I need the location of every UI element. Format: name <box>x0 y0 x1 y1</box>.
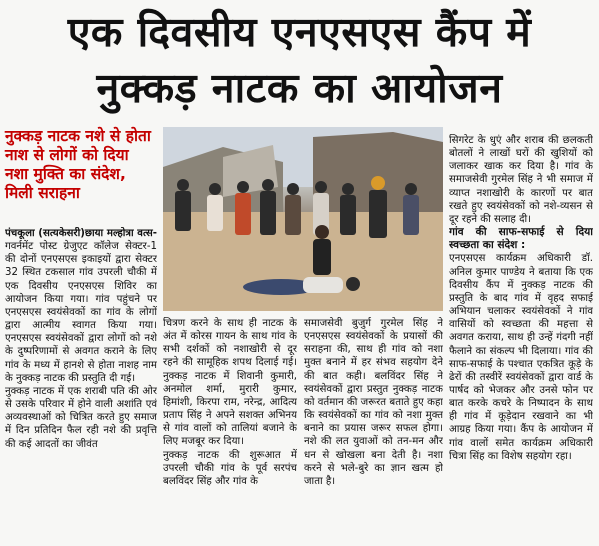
dateline: पंचकूला (सत्यकेसरी)छाया मल्होत्रा वत्स- <box>5 228 157 239</box>
column-2-paragraph-1: चित्रण करने के साथ ही नाटक के अंत में कोरस गायन के साथ गांव के सभी दर्शकों को नशाखोरी से दूर रहने की सामूहिक शपथ दिलाई गई। नुक्कड़ नाटक में शिवानी कुमारी, अनमोल शर्मा, मुरारी कुमार, हिमांशी, किरपा राम, नरेन्द्र, आदित्य प्रताप सिंह ने अपने सशक्त अभिनय से गांव वालों को तालियां बजाने के लिए मजबूर कर दिया। <box>163 318 297 448</box>
headline-line-2: नुक्कड़ नाटक का आयोजन <box>96 64 503 112</box>
section-title: गांव की साफ-सफाई से दिया स्वच्छता का संदेश : <box>449 226 593 252</box>
subheading: नुक्कड़ नाटक नशे से होता नाश से लोगों को दिया नशा मुक्ति का संदेश, मिली सराहना <box>5 127 151 202</box>
article-column-1 <box>5 227 157 542</box>
headline-line-1: एक दिवसीय एनएसएस कैंप में <box>67 8 532 56</box>
column-1-paragraph-2: नुक्कड़ नाटक में एक शराबी पति की ओर से उसके परिवार में होने वाली अशांति एवं अव्यवस्थाओं को चित्रित करते हुए समाज में दिन प्रतिदिन फैल रही नशे की प्रवृत्ति की कई आदतों का जीवंत <box>5 385 157 450</box>
article-column-2 <box>163 317 297 542</box>
column-3-paragraph-1: समाजसेवी बुजुर्ग गुरमेल सिंह ने एनएसएस स्वयंसेवकों के प्रयासों की सराहना की, साथ ही गांव को नशा मुक्त बनाने में हर संभव सहयोग देने की बात कही। बलविंदर सिंह ने स्वयंसेवकों द्वारा प्रस्तुत नुक्कड़ नाटक को वर्तमान की जरूरत बताते हुए कहा कि स्वयंसेवकों का गांव को नशा मुक्त बनाने का प्रयास जरूर सफल होगा। नशे की लत युवाओं को तन-मन और धन से खोखला बना देती है। नशा करने से भले-बुरे का ज्ञान खत्म हो जाता है। <box>304 318 443 487</box>
street-play-photo-illustration <box>163 127 443 311</box>
article-column-3 <box>304 317 443 542</box>
column-4-paragraph-2: एनएसएस कार्यक्रम अधिकारी डॉ. अनिल कुमार पाण्डेय ने बताया कि एक दिवसीय कैंप में नुक्कड़ नाटक की प्रस्तुति के बाद गांव में वृहद सफाई अभियान चलाकर स्वयंसेवकों ने गांव वासियों को स्वच्छता की महत्ता से अवगत कराया, साथ ही उन्हें गंदगी नहीं फैलाने का संकल्प भी दिलाया। गांव की साफ-सफाई के पश्चात एकत्रित कूड़े के ढेरों की तस्वीरें स्वयंसेवकों द्वारा वार्ड के पार्षद को भेजकर और उनसे फोन पर बात करके कचरे के निष्पादन के साथ ही गांव में कूड़ेदान रखवाने का भी आग्रह किया गया। कैंप के आयोजन में गांव वालों समेत कार्यक्रम अधिकारी चित्रा सिंह का विशेष सहयोग रहा। <box>449 253 593 462</box>
column-1-paragraph-1: गवर्नमेंट पोस्ट ग्रेजुएट कॉलेज सेक्टर-1 की दोनों एनएसएस इकाइयों द्वारा सेक्टर 32 स्थित टकसाल गांव उपरली चौकी में एक दिवसीय एनएसएस शिविर का आयोजन किया गया। गांव पहुंचने पर एनएसएस स्वयंसेवकों का गांव के लोगों द्वारा आत्मीय स्वागत किया गया। एनएसएस स्वयंसेवकों द्वारा लोगों को नशे के दुष्परिणामों से अवगत कराने के लिए गांव के मध्य में हानशे से होता नाशह नाम के नुक्कड़ नाटक की प्रस्तुति दी गई। <box>5 241 157 384</box>
article-column-4 <box>449 134 593 542</box>
column-4-paragraph-1: सिगरेट के धुएं और शराब की छलकती बोतलों ने लाखों घरों की खुशियों को जलाकर खाक कर दिया है। गांव के समाजसेवी गुरमेल सिंह ने भी समाज में व्याप्त नशाखोरी के कारणों पर बात रखते हुए स्वयंसेवकों को नशे-व्यसन से दूर रहने की सलाह दी। <box>449 135 593 225</box>
news-photo <box>163 127 443 311</box>
column-2-paragraph-2: नुक्कड़ नाटक की शुरूआत में उपरली चौकी गांव के पूर्व सरपंच बलविंदर सिंह और गांव के <box>163 449 297 487</box>
